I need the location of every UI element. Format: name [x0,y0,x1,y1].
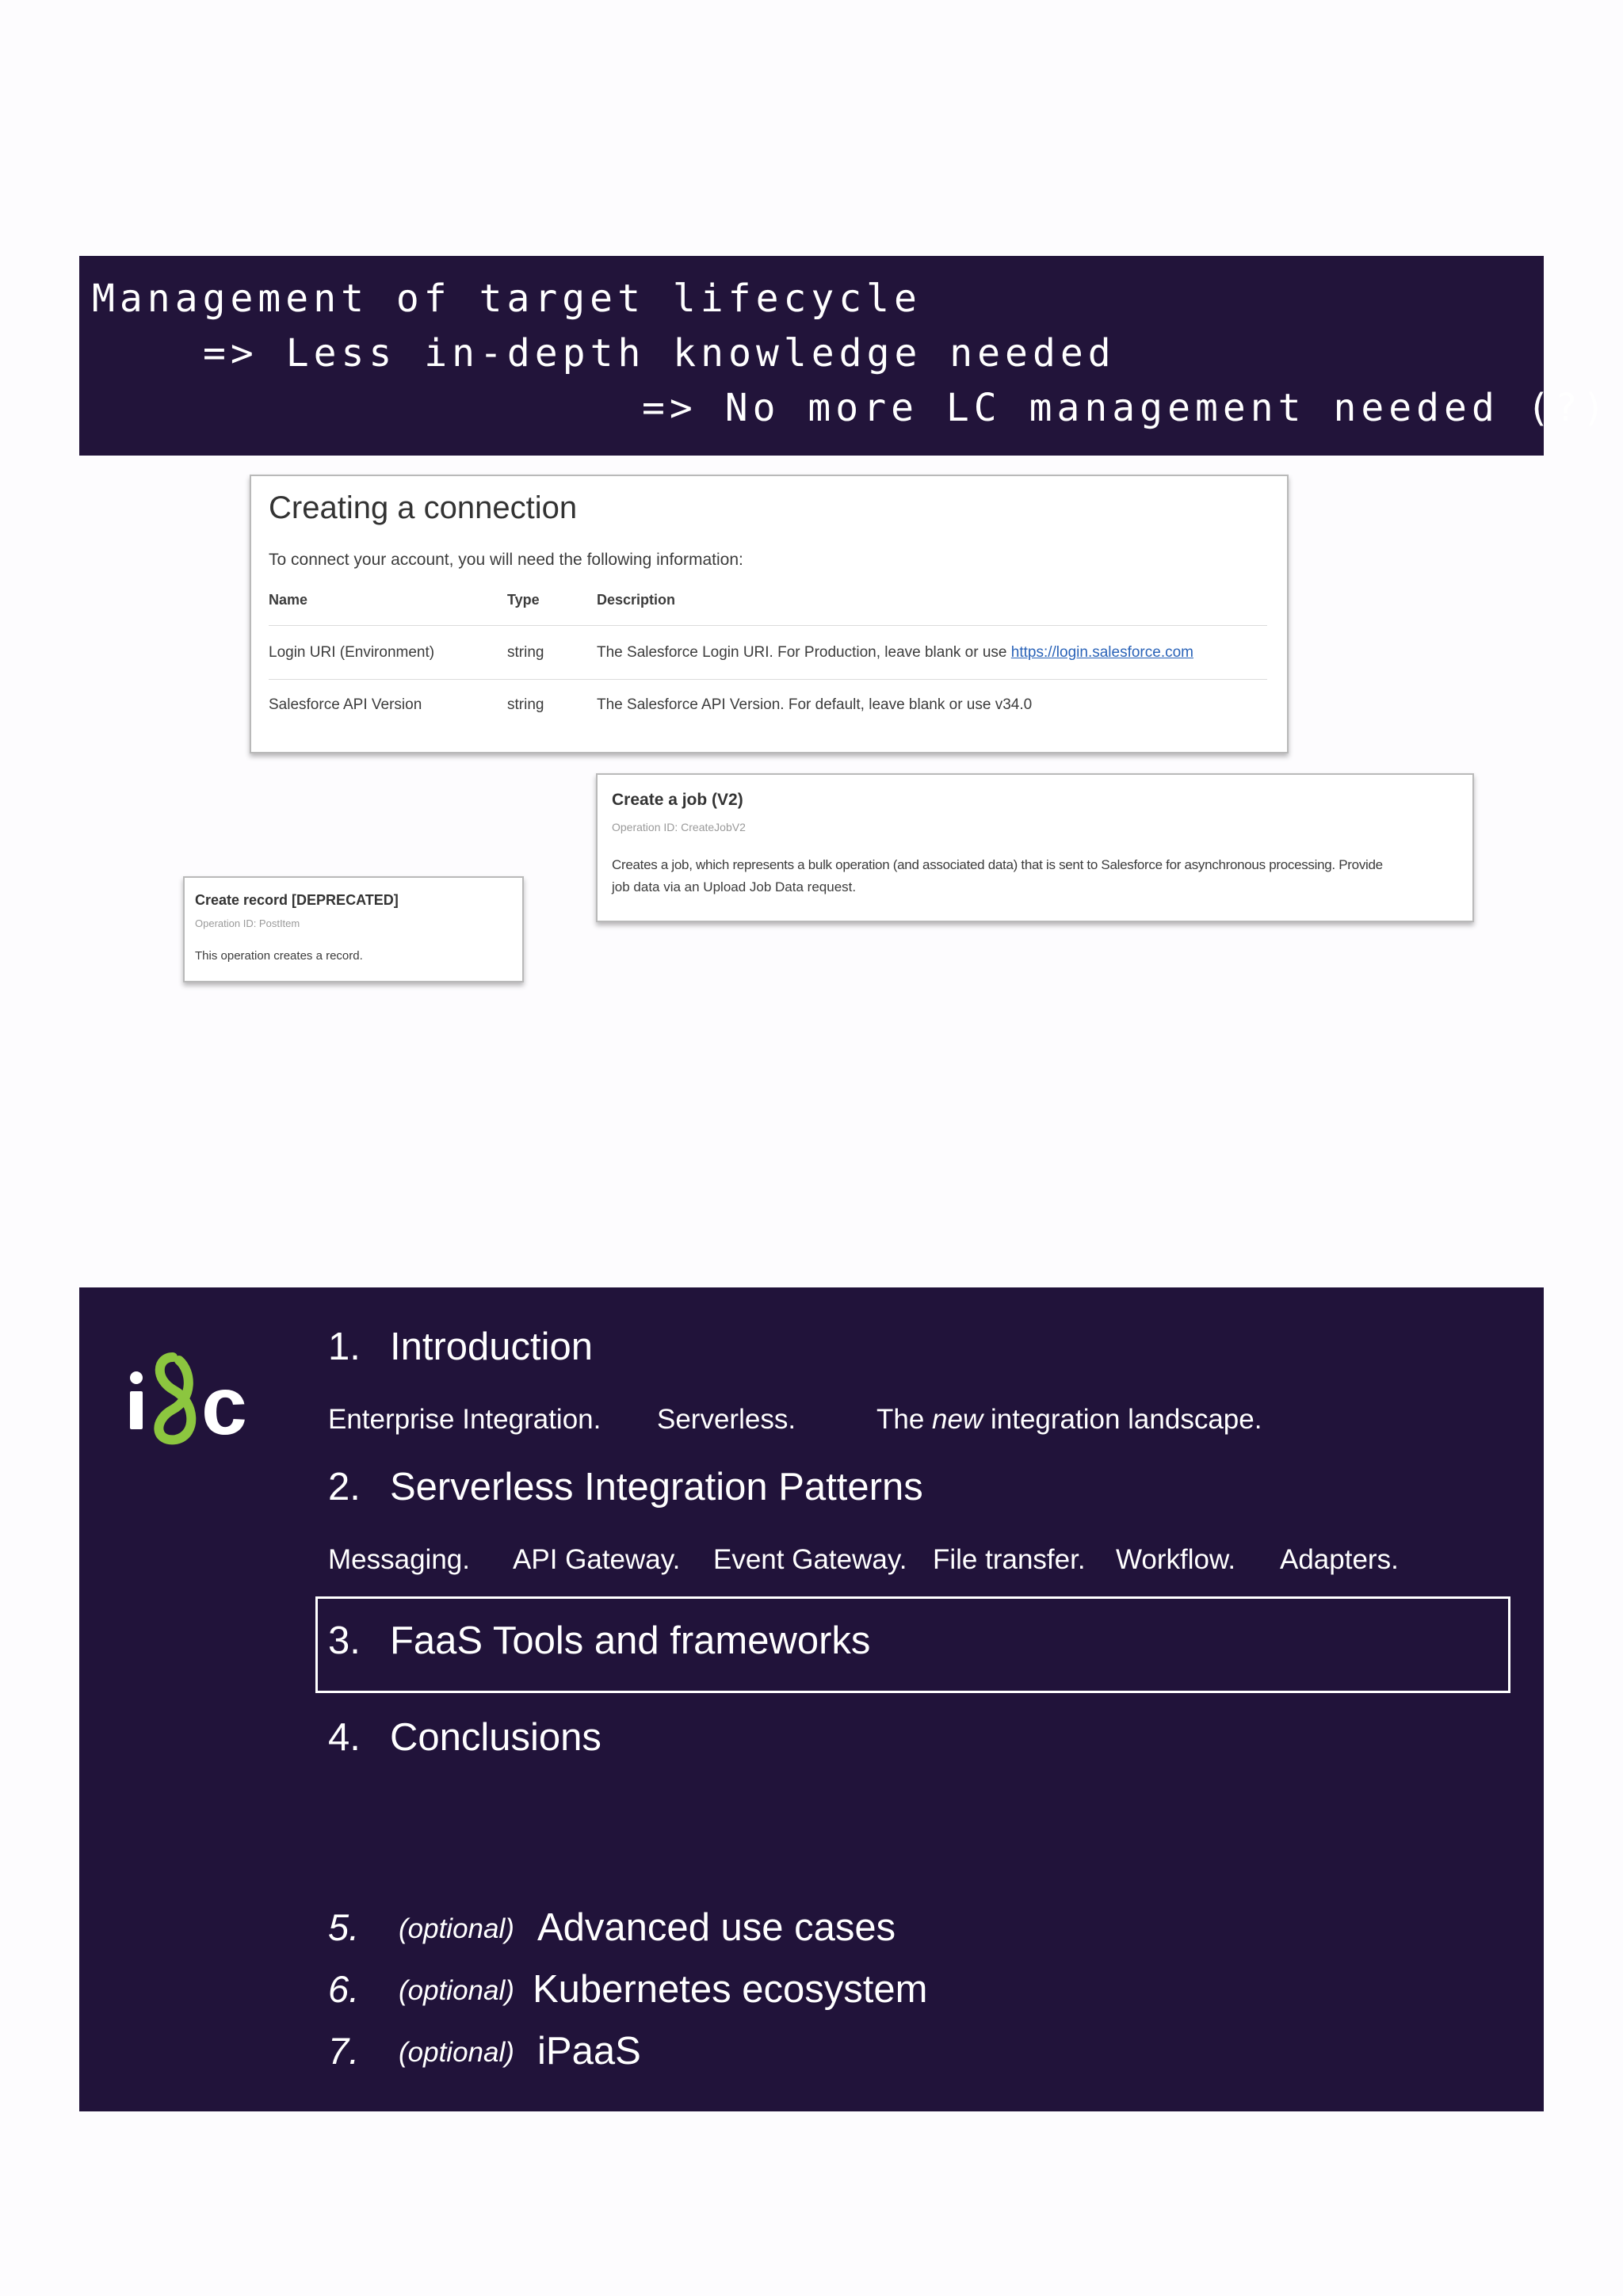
banner-line-3: => No more LC management needed (?) [642,386,1610,430]
operation-id: Operation ID: PostItem [195,917,300,929]
pattern-adapters: Adapters. [1280,1544,1399,1575]
table-divider [269,679,1267,680]
pattern-api-gateway: API Gateway. [513,1544,681,1575]
banner-line-1: Management of target lifecycle [92,277,922,321]
card-intro: To connect your account, you will need the following information: [269,551,743,569]
card-title: Create record [DEPRECATED] [195,892,399,908]
pattern-workflow: Workflow. [1116,1544,1236,1575]
i8c-logo [125,1348,268,1459]
agenda-item-6-optional: (optional) [399,1975,514,2006]
agenda-slide [79,1287,1544,2111]
agenda-item-4-title: Conclusions [390,1716,601,1759]
card-title: Create a job (V2) [612,791,743,809]
row-type: string [507,696,544,713]
pattern-event-gateway: Event Gateway. [713,1544,907,1575]
row-type: string [507,644,544,661]
logo-letter-c: c [201,1360,247,1452]
agenda-item-3-number: 3. [328,1619,361,1662]
salesforce-login-link[interactable]: https://login.salesforce.com [1010,644,1193,661]
agenda-item-1-title: Introduction [390,1325,594,1368]
agenda-item-7-title: iPaaS [537,2030,641,2073]
column-header-description: Description [597,592,676,608]
agenda-item-7-number: 7. [328,2030,360,2072]
column-header-type: Type [507,592,540,608]
intro-sub-enterprise: Enterprise Integration. [328,1404,601,1435]
banner-line-2: => Less in-depth knowledge needed [203,331,1116,376]
table-divider [269,625,1267,626]
agenda-item-4-number: 4. [328,1716,361,1759]
pattern-messaging: Messaging. [328,1544,470,1575]
row-name: Login URI (Environment) [269,644,435,661]
operation-id: Operation ID: CreateJobV2 [612,821,746,833]
agenda-item-7-optional: (optional) [399,2037,514,2068]
card-description: This operation creates a record. [195,949,363,963]
agenda-item-6-number: 6. [328,1968,360,2010]
row-name: Salesforce API Version [269,696,422,713]
pattern-file-transfer: File transfer. [933,1544,1086,1575]
agenda-item-2-number: 2. [328,1466,361,1508]
agenda-item-2-title: Serverless Integration Patterns [390,1466,923,1508]
agenda-item-5-title: Advanced use cases [537,1906,896,1949]
connection-info-card [250,475,1289,753]
column-header-name: Name [269,592,308,608]
card-description-line2: job data via an Upload Job Data request. [612,879,857,894]
card-description-line1: Creates a job, which represents a bulk operation (and associated data) that is sent to Salesforce for asynchronous processing. Provide [612,857,1383,872]
row-description: The Salesforce API Version. For default, leave blank or use v34.0 [597,696,1033,713]
agenda-item-6-title: Kubernetes ecosystem [533,1968,928,2011]
intro-sub-serverless: Serverless. [657,1404,796,1435]
card-title: Creating a connection [269,490,578,525]
create-record-card [183,876,524,982]
agenda-item-5-optional: (optional) [399,1913,514,1944]
row-description: The Salesforce Login URI. For Production, leave blank or use https://login.salesforce.com [597,644,1193,661]
create-job-card [596,773,1474,922]
agenda-item-1-number: 1. [328,1325,361,1368]
agenda-item-3-title: FaaS Tools and frameworks [390,1619,871,1662]
slide-header-banner [79,256,1610,456]
intro-sub-landscape: The new integration landscape. [876,1404,1262,1435]
agenda-item-5-number: 5. [328,1906,360,1948]
